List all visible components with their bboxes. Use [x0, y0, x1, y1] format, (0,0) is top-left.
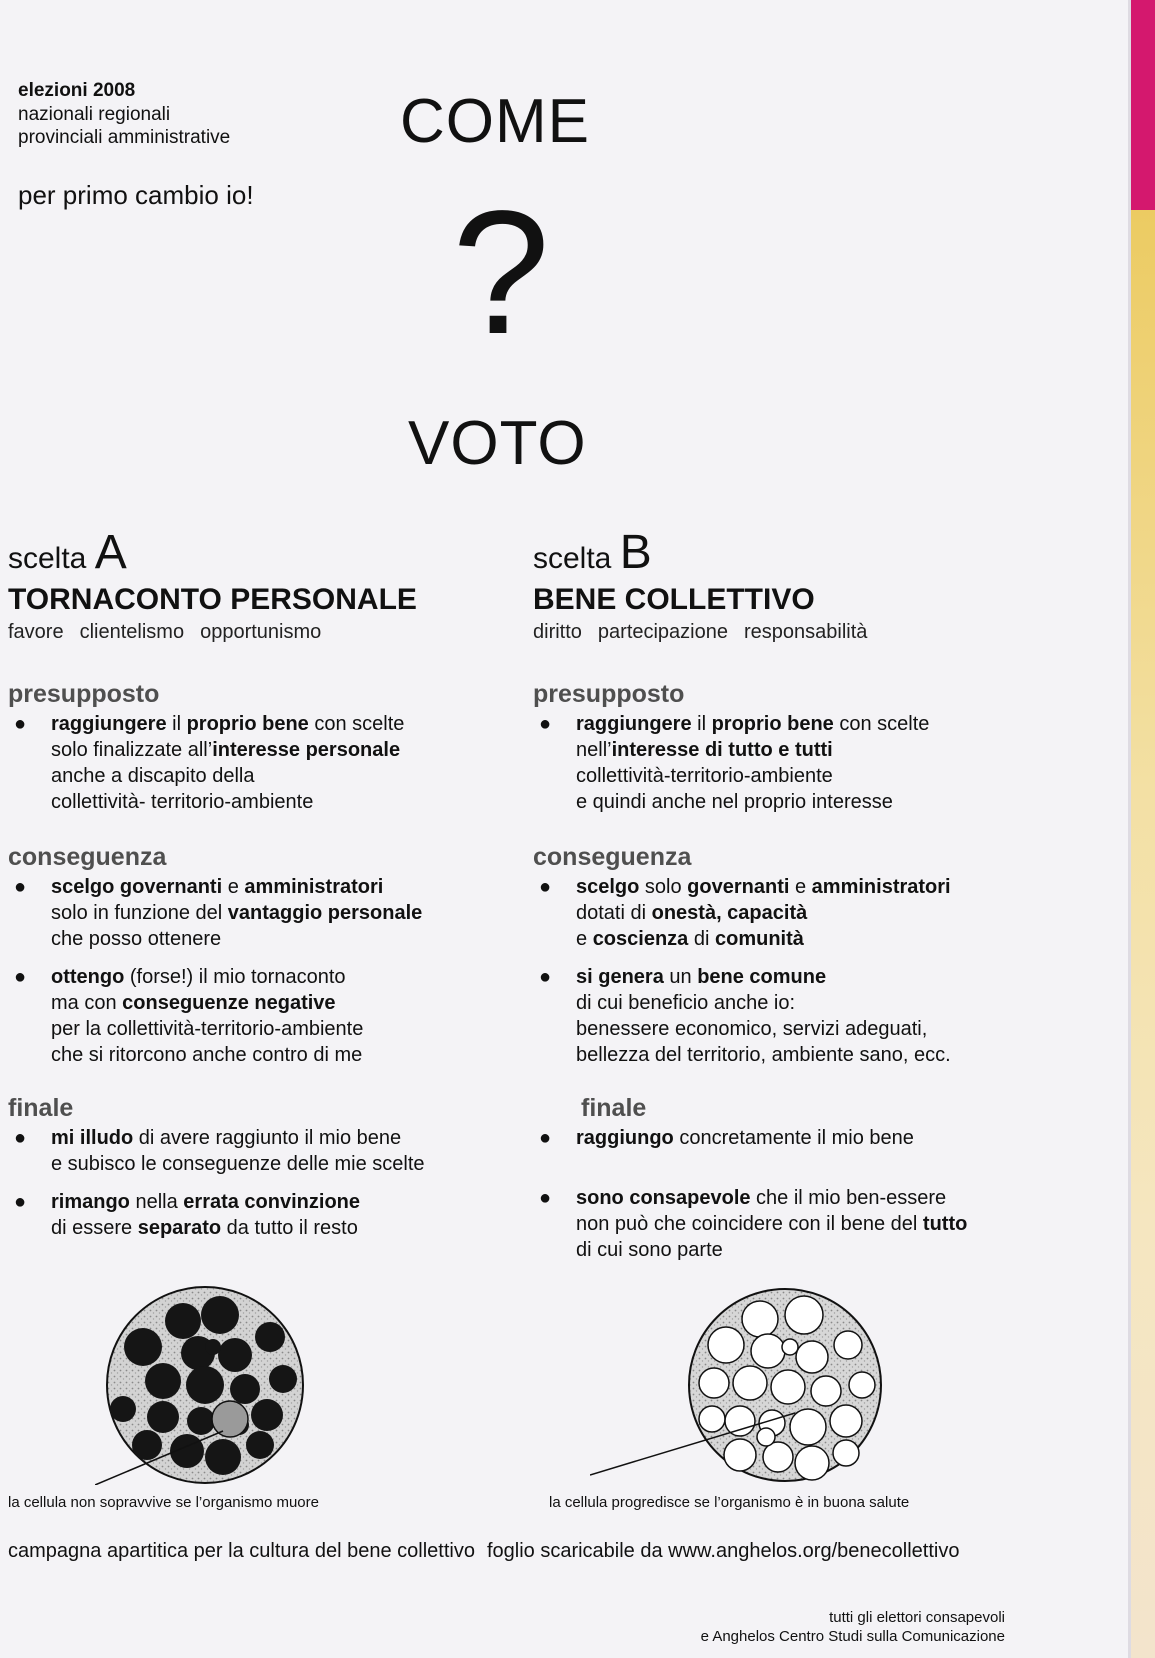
edge-pink-strip: [1131, 0, 1155, 210]
footer-campaign-line: [8, 1540, 959, 1563]
election-year: elezioni 2008: [18, 80, 136, 101]
choice-a-conseguenza-item: ● ottengo (forse!) il mio tornaconto ma con conseguenze negative per la collettività-territorio-ambiente che si ritorcono anche contro di me: [14, 966, 364, 1066]
edge-yellow-strip: [1131, 210, 1155, 1658]
choice-a-prefix: scelta: [8, 542, 87, 575]
headline-voto: VOTO: [408, 409, 587, 478]
credits-line1: tutti gli elettori consapevoli: [829, 1609, 1005, 1626]
choice-b-tags: [533, 621, 1053, 644]
footer-download: foglio scaricabile da www.anghelos.org/benecollettivo: [486, 1540, 960, 1562]
choice-b-finale-item: ● raggiungo concretamente il mio bene: [539, 1127, 914, 1149]
choice-b-presupposto-heading: presupposto: [533, 680, 685, 708]
choice-b-prefix: scelta: [533, 542, 612, 575]
bullet-icon: ●: [14, 966, 27, 988]
choice-b-heading: [533, 525, 1053, 581]
footer-campaign: campagna apartitica per la cultura del bene collettivo: [8, 1540, 475, 1562]
bullet-icon: ●: [14, 876, 27, 898]
choice-b-tag: partecipazione: [597, 621, 728, 643]
caption-healthy-cells: la cellula progredisce se l’organismo è in buona salute: [549, 1494, 910, 1511]
choice-a-presupposto-heading: presupposto: [8, 680, 160, 708]
choice-b-tag: diritto: [533, 621, 582, 643]
choice-a-column: [8, 525, 528, 1241]
choice-a-tags: [8, 621, 528, 644]
bullet-icon: ●: [539, 1127, 552, 1149]
choice-b-conseguenza-heading: conseguenza: [533, 843, 692, 871]
choice-b-presupposto-item: ● raggiungere il proprio bene con scelte nell’interesse di tutto e tutti collettività-territorio-ambiente e quindi anche nel proprio interesse: [539, 713, 930, 813]
choice-a-finale-item: ● mi illudo di avere raggiunto il mio bene e subisco le conseguenze delle mie scelte: [14, 1127, 425, 1175]
bullet-icon: ●: [539, 713, 552, 735]
choice-a-title: TORNACONTO PERSONALE: [8, 583, 417, 616]
choice-a-tag: clientelismo: [79, 621, 185, 643]
choice-b-tag: responsabilità: [744, 621, 868, 643]
caption-dark-cells: la cellula non sopravvive se l’organismo muore: [8, 1494, 319, 1511]
bullet-icon: ●: [14, 713, 27, 735]
organism-dark-cells-illustration: [95, 1285, 315, 1485]
choice-a-conseguenza-heading: conseguenza: [8, 843, 167, 871]
bullet-icon: ●: [14, 1127, 27, 1149]
bullet-icon: ●: [539, 876, 552, 898]
choice-a-heading: [8, 525, 528, 581]
election-types-line2: provinciali amministrative: [18, 127, 231, 148]
choice-a-presupposto-item: ● raggiungere il proprio bene con scelte solo finalizzate all’interesse personale anche a discapito della collettività- territorio-ambiente: [14, 713, 405, 813]
choice-a-finale-heading: finale: [8, 1094, 74, 1122]
election-types-line1: nazionali regionali: [18, 104, 171, 125]
choice-b-finale-heading: finale: [581, 1094, 647, 1122]
organism-healthy-cells-illustration: [590, 1285, 890, 1485]
bullet-icon: ●: [539, 966, 552, 988]
choice-b-conseguenza-item: ● scelgo solo governanti e amministratori dotati di onestà, capacità e coscienza di comunità: [539, 876, 951, 950]
choice-a-conseguenza-item: ● scelgo governanti e amministratori solo in funzione del vantaggio personale che posso ottenere: [14, 876, 423, 950]
choice-b-conseguenza-item: ● si genera un bene comune di cui beneficio anche io: benessere economico, servizi adeguati, bellezza del territorio, ambiente sano, ecc.: [539, 966, 951, 1066]
bullet-icon: ●: [14, 1191, 27, 1213]
choice-a-letter: A: [94, 526, 127, 579]
bullet-icon: ●: [539, 1187, 552, 1209]
choice-a-tag: opportunismo: [200, 621, 322, 643]
choice-b-column: [533, 525, 1053, 1263]
headline-come: COME: [400, 87, 590, 156]
choice-b-title: BENE COLLETTIVO: [533, 583, 815, 616]
question-mark: ?: [452, 175, 551, 371]
choice-a-finale-item: ● rimango nella errata convinzione di essere separato da tutto il resto: [14, 1191, 360, 1239]
choice-b-letter: B: [619, 526, 652, 579]
choice-b-finale-item: ● sono consapevole che il mio ben-essere non può che coincidere con il bene del tutto di cui sono parte: [539, 1187, 968, 1261]
slogan: per primo cambio io!: [18, 180, 254, 210]
credits-line2: e Anghelos Centro Studi sulla Comunicazione: [700, 1628, 1005, 1645]
credits: [701, 1608, 1005, 1646]
choice-a-tag: favore: [8, 621, 64, 643]
